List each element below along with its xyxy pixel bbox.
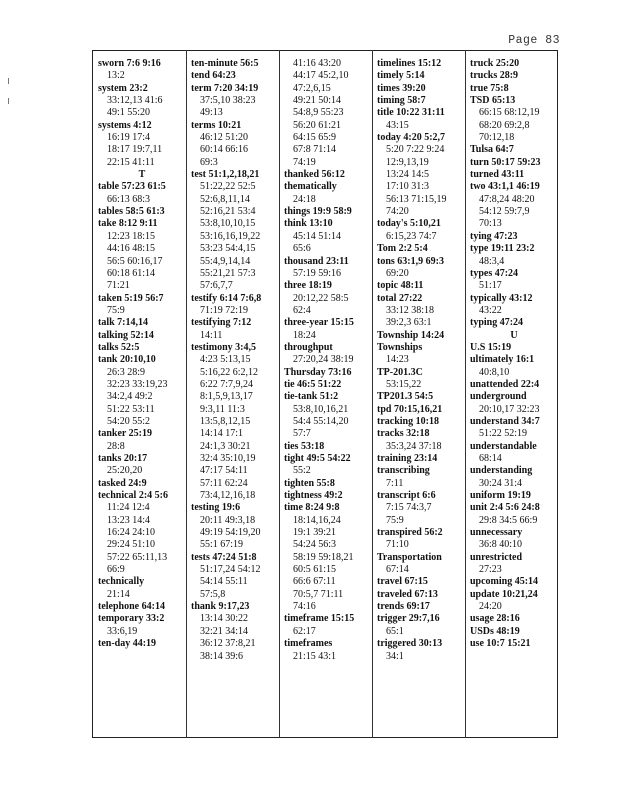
index-entry: tying 47:23 bbox=[470, 230, 518, 242]
index-entry-continuation: 66:13 68:3 bbox=[107, 193, 151, 205]
index-entry: terms 10:21 bbox=[191, 119, 242, 131]
index-entry: typing 47:24 bbox=[470, 317, 524, 329]
index-entry: tons 63:1,9 69:3 bbox=[377, 255, 444, 267]
index-entry-continuation: 9:3,11 11:3 bbox=[200, 403, 245, 415]
index-column-3 bbox=[284, 58, 372, 734]
index-entry: understanding bbox=[470, 465, 533, 477]
index-entry: technically bbox=[98, 576, 145, 588]
index-entry: tests 47:24 51:8 bbox=[191, 551, 257, 563]
index-entry-continuation: 49:19 54:19,20 bbox=[200, 527, 261, 539]
index-column-5 bbox=[470, 58, 558, 734]
index-entry-continuation: 33:12 38:18 bbox=[386, 304, 435, 316]
index-entry-continuation: 8:1,5,9,13,17 bbox=[200, 391, 253, 403]
index-entry-continuation: 13:2 bbox=[107, 70, 125, 82]
index-entry: three 18:19 bbox=[284, 280, 332, 292]
index-entry-continuation: 18:17 19:7,11 bbox=[107, 144, 163, 156]
index-entry-continuation: 53:16,16,19,22 bbox=[200, 230, 261, 242]
index-entry-continuation: 47:17 54:11 bbox=[200, 465, 248, 477]
index-entry-continuation: 47:8,24 48:20 bbox=[479, 193, 535, 205]
index-entry-continuation: 49:1 55:20 bbox=[107, 107, 151, 119]
index-entry: take 8:12 9:11 bbox=[98, 218, 158, 230]
index-entry: technical 2:4 5:6 bbox=[98, 490, 168, 502]
index-entry: tpd 70:15,16,21 bbox=[377, 403, 443, 415]
index-entry-continuation: 22:15 41:11 bbox=[107, 156, 155, 168]
index-entry-continuation: 16:19 17:4 bbox=[107, 132, 151, 144]
index-entry: timeframes bbox=[284, 638, 333, 650]
index-entry: understandable bbox=[470, 440, 537, 452]
index-entry-continuation: 71:21 bbox=[107, 280, 130, 292]
index-entry-continuation: 41:16 43:20 bbox=[293, 58, 342, 69]
index-entry: tie-tank 51:2 bbox=[284, 391, 339, 403]
index-entry: type 19:11 23:2 bbox=[470, 243, 535, 255]
index-entry-continuation: 69:20 bbox=[386, 267, 409, 279]
index-entry-continuation: 12:23 18:15 bbox=[107, 230, 156, 242]
index-entry-continuation: 36:8 40:10 bbox=[479, 539, 523, 551]
index-entry-continuation: 30:24 31:4 bbox=[479, 477, 523, 489]
index-entry: talks 52:5 bbox=[98, 341, 140, 353]
index-entry-continuation: 44:16 48:15 bbox=[107, 243, 156, 255]
index-entry: timely 5:14 bbox=[377, 70, 425, 82]
index-entry-continuation: 70:13 bbox=[479, 218, 502, 230]
index-entry-continuation: 13:24 14:5 bbox=[386, 169, 430, 181]
index-entry-continuation: 13:14 30:22 bbox=[200, 613, 249, 625]
index-entry-continuation: 20:10,17 32:23 bbox=[479, 403, 540, 415]
index-entry: time 8:24 9:8 bbox=[284, 502, 340, 514]
index-entry-continuation: 11:24 12:4 bbox=[107, 502, 150, 514]
index-entry: tanks 20:17 bbox=[98, 453, 148, 464]
index-entry: transcript 6:6 bbox=[377, 490, 436, 502]
index-entry: training 23:14 bbox=[377, 453, 438, 464]
index-entry: usage 28:16 bbox=[470, 613, 520, 625]
index-entry: sworn 7:6 9:16 bbox=[98, 58, 161, 69]
index-entry-continuation: 6:22 7:7,9,24 bbox=[200, 378, 254, 390]
index-entry-continuation: 54:14 55:11 bbox=[200, 576, 248, 588]
index-entry-continuation: 51:22 53:11 bbox=[107, 403, 155, 415]
margin-mark bbox=[8, 98, 13, 104]
index-entry-continuation: 57:7 bbox=[293, 428, 311, 440]
index-entry-continuation: 33:6,19 bbox=[107, 625, 138, 637]
index-entry-continuation: 55:4,9,14,14 bbox=[200, 255, 251, 267]
index-entry-continuation: 39:2,3 63:1 bbox=[386, 317, 432, 329]
index-entry-continuation: 71:10 bbox=[386, 539, 409, 551]
index-entry: TP201.3 54:5 bbox=[377, 391, 434, 403]
index-entry-continuation: 27:20,24 38:19 bbox=[293, 354, 354, 366]
index-entry: tie 46:5 51:22 bbox=[284, 378, 342, 390]
index-entry: telephone 64:14 bbox=[98, 601, 165, 613]
index-entry: throughput bbox=[284, 341, 333, 353]
index-entry-continuation: 19:1 39:21 bbox=[293, 527, 337, 539]
index-entry-continuation: 29:8 34:5 66:9 bbox=[479, 514, 538, 526]
index-entry-continuation: 45:14 51:14 bbox=[293, 230, 342, 242]
index-entry-continuation: 24:1,3 30:21 bbox=[200, 440, 251, 452]
index-entry-continuation: 46:12 51:20 bbox=[200, 132, 249, 144]
index-entry-continuation: 54:20 55:2 bbox=[107, 415, 151, 427]
index-entry: trigger 29:7,16 bbox=[377, 613, 440, 625]
index-entry-continuation: 75:9 bbox=[107, 304, 125, 316]
index-entry: total 27:22 bbox=[377, 292, 423, 304]
index-entry: things 19:9 58:9 bbox=[284, 206, 352, 218]
index-entry: typically 43:12 bbox=[470, 292, 533, 304]
index-entry: systems 4:12 bbox=[98, 119, 152, 131]
index-entry-continuation: 43:22 bbox=[479, 304, 502, 316]
index-entry: TSD 65:13 bbox=[470, 95, 516, 107]
index-entry: title 10:22 31:11 bbox=[377, 107, 445, 119]
index-entry: Townships bbox=[377, 341, 423, 353]
index-entry-continuation: 43:15 bbox=[386, 119, 409, 131]
index-entry-continuation: 26:3 28:9 bbox=[107, 366, 146, 378]
index-entry: understand 34:7 bbox=[470, 415, 540, 427]
index-entry-continuation: 53:8,10,16,21 bbox=[293, 403, 349, 415]
index-entry: unnecessary bbox=[470, 527, 523, 539]
index-entry-continuation: 69:3 bbox=[200, 156, 218, 168]
index-entry-continuation: 57:6,7,7 bbox=[200, 280, 233, 292]
index-entry: traveled 67:13 bbox=[377, 588, 438, 600]
index-entry: uniform 19:19 bbox=[470, 490, 531, 502]
index-entry: ten-day 44:19 bbox=[98, 638, 157, 650]
index-entry: testify 6:14 7:6,8 bbox=[191, 292, 262, 304]
index-entry: timeframe 15:15 bbox=[284, 613, 355, 625]
index-entry: tightness 49:2 bbox=[284, 490, 343, 502]
index-entry-continuation: 57:22 65:11,13 bbox=[107, 551, 168, 563]
index-entry: thank 9:17,23 bbox=[191, 601, 250, 613]
index-entry-continuation: 66:9 bbox=[107, 564, 125, 576]
index-entry: talk 7:14,14 bbox=[98, 317, 148, 329]
index-entry-continuation: 65:1 bbox=[386, 625, 404, 637]
index-entry-continuation: 65:6 bbox=[293, 243, 311, 255]
index-entry-continuation: 66:15 68:12,19 bbox=[479, 107, 540, 119]
index-entry-continuation: 57:11 62:24 bbox=[200, 477, 248, 489]
index-entry-continuation: 32:21 34:14 bbox=[200, 625, 249, 637]
index-entry: three-year 15:15 bbox=[284, 317, 354, 329]
index-entry-continuation: 21:14 bbox=[107, 588, 130, 600]
index-entry-continuation: 56:20 61:21 bbox=[293, 119, 342, 131]
column-divider bbox=[465, 50, 466, 738]
index-entry: Township 14:24 bbox=[377, 329, 445, 341]
index-entry: table 57:23 61:5 bbox=[98, 181, 166, 193]
index-entry-continuation: 55:1 67:19 bbox=[200, 539, 244, 551]
index-entry: times 39:20 bbox=[377, 82, 426, 94]
index-entry: ten-minute 56:5 bbox=[191, 58, 259, 69]
index-entry: tasked 24:9 bbox=[98, 477, 147, 489]
index-entry-continuation: 74:19 bbox=[293, 156, 316, 168]
index-entry: use 10:7 15:21 bbox=[470, 638, 531, 650]
index-entry: testimony 3:4,5 bbox=[191, 341, 256, 353]
index-entry-continuation: 34:2,4 49:2 bbox=[107, 391, 153, 403]
index-entry-continuation: 34:1 bbox=[386, 650, 404, 662]
index-entry-continuation: 58:19 59:18,21 bbox=[293, 551, 354, 563]
index-entry-continuation: 75:9 bbox=[386, 514, 404, 526]
index-entry: Thursday 73:16 bbox=[284, 366, 352, 378]
index-entry-continuation: 21:15 43:1 bbox=[293, 650, 337, 662]
index-entry-continuation: 55:21,21 57:3 bbox=[200, 267, 256, 279]
index-entry-continuation: 7:15 74:3,7 bbox=[386, 502, 432, 514]
index-entry: update 10:21,24 bbox=[470, 588, 538, 600]
index-entry: today 4:20 5:2,7 bbox=[377, 132, 446, 144]
index-entry-continuation: 24:18 bbox=[293, 193, 316, 205]
column-divider bbox=[279, 50, 280, 738]
index-entry-continuation: 54:4 55:14,20 bbox=[293, 415, 349, 427]
index-entry: taken 5:19 56:7 bbox=[98, 292, 164, 304]
section-letter: T bbox=[138, 169, 146, 181]
index-entry: turned 43:11 bbox=[470, 169, 525, 181]
index-entry-continuation: 35:3,24 37:18 bbox=[386, 440, 442, 452]
index-entry-continuation: 53:15,22 bbox=[386, 378, 422, 390]
index-entry: system 23:2 bbox=[98, 82, 148, 94]
index-entry: testing 19:6 bbox=[191, 502, 241, 514]
index-entry: Tulsa 64:7 bbox=[470, 144, 514, 156]
index-entry-continuation: 67:8 71:14 bbox=[293, 144, 337, 156]
index-entry-continuation: 51:17,24 54:12 bbox=[200, 564, 261, 576]
index-entry: upcoming 45:14 bbox=[470, 576, 539, 588]
index-entry-continuation: 70:5,7 71:11 bbox=[293, 588, 344, 600]
index-entry-continuation: 57:19 59:16 bbox=[293, 267, 342, 279]
index-entry: transcribing bbox=[377, 465, 430, 477]
index-entry: topic 48:11 bbox=[377, 280, 424, 292]
index-entry: two 43:1,1 46:19 bbox=[470, 181, 540, 193]
column-divider bbox=[186, 50, 187, 738]
index-entry-continuation: 44:17 45:2,10 bbox=[293, 70, 349, 82]
index-entry-continuation: 48:3,4 bbox=[479, 255, 505, 267]
index-entry-continuation: 17:10 31:3 bbox=[386, 181, 430, 193]
index-entry-continuation: 12:9,13,19 bbox=[386, 156, 429, 168]
index-entry-continuation: 14:14 17:1 bbox=[200, 428, 244, 440]
index-entry-continuation: 53:8,10,10,15 bbox=[200, 218, 256, 230]
index-entry: tend 64:23 bbox=[191, 70, 236, 82]
index-entry-continuation: 14:11 bbox=[200, 329, 223, 341]
index-entry: Tom 2:2 5:4 bbox=[377, 243, 428, 255]
index-entry-continuation: 14:23 bbox=[386, 354, 409, 366]
index-entry: underground bbox=[470, 391, 527, 403]
index-entry: thanked 56:12 bbox=[284, 169, 345, 181]
index-entry-continuation: 67:14 bbox=[386, 564, 409, 576]
index-entry-continuation: 68:20 69:2,8 bbox=[479, 119, 530, 131]
index-entry-continuation: 71:19 72:19 bbox=[200, 304, 249, 316]
index-entry: unit 2:4 5:6 24:8 bbox=[470, 502, 540, 514]
index-entry-continuation: 55:2 bbox=[293, 465, 311, 477]
index-entry: thematically bbox=[284, 181, 337, 193]
margin-mark bbox=[8, 78, 13, 84]
index-entry: unrestricted bbox=[470, 551, 523, 563]
index-entry: tanker 25:19 bbox=[98, 428, 152, 440]
index-entry-continuation: 4:23 5:13,15 bbox=[200, 354, 251, 366]
index-entry: types 47:24 bbox=[470, 267, 519, 279]
index-entry: term 7:20 34:19 bbox=[191, 82, 259, 94]
index-entry: ultimately 16:1 bbox=[470, 354, 535, 366]
index-entry-continuation: 16:24 24:10 bbox=[107, 527, 156, 539]
index-entry: timelines 15:12 bbox=[377, 58, 442, 69]
index-entry-continuation: 60:5 61:15 bbox=[293, 564, 337, 576]
index-entry: talking 52:14 bbox=[98, 329, 154, 341]
index-entry: tracking 10:18 bbox=[377, 415, 439, 427]
index-entry-continuation: 52:16,21 53:4 bbox=[200, 206, 256, 218]
index-entry: true 75:8 bbox=[470, 82, 509, 94]
index-entry-continuation: 13:5,8,12,15 bbox=[200, 415, 251, 427]
index-entry-continuation: 62:4 bbox=[293, 304, 311, 316]
section-letter: U bbox=[510, 329, 518, 341]
index-entry-continuation: 20:11 49:3,18 bbox=[200, 514, 256, 526]
index-entry-continuation: 54:24 56:3 bbox=[293, 539, 337, 551]
column-divider bbox=[372, 50, 373, 738]
index-entry-continuation: 18:14,16,24 bbox=[293, 514, 341, 526]
index-entry-continuation: 7:11 bbox=[386, 477, 404, 489]
index-entry: today's 5:10,21 bbox=[377, 218, 441, 230]
index-entry-continuation: 28:8 bbox=[107, 440, 125, 452]
index-entry-continuation: 37:5,10 38:23 bbox=[200, 95, 256, 107]
index-entry-continuation: 18:24 bbox=[293, 329, 316, 341]
index-entry: unattended 22:4 bbox=[470, 378, 540, 390]
index-entry: tight 49:5 54:22 bbox=[284, 453, 351, 464]
index-entry-continuation: 66:6 67:11 bbox=[293, 576, 336, 588]
index-entry-continuation: 6:15,23 74:7 bbox=[386, 230, 437, 242]
index-entry-continuation: 32:4 35:10,19 bbox=[200, 453, 256, 464]
page-number: Page 83 bbox=[508, 34, 560, 47]
index-entry-continuation: 54:12 59:7,9 bbox=[479, 206, 530, 218]
index-entry: testifying 7:12 bbox=[191, 317, 252, 329]
index-entry-continuation: 32:23 33:19,23 bbox=[107, 378, 168, 390]
index-entry-continuation: 74:16 bbox=[293, 601, 316, 613]
index-entry-continuation: 51:17 bbox=[479, 280, 502, 292]
index-entry-continuation: 52:6,8,11,14 bbox=[200, 193, 250, 205]
index-entry-continuation: 53:23 54:4,15 bbox=[200, 243, 256, 255]
index-entry: tighten 55:8 bbox=[284, 477, 335, 489]
index-entry: travel 67:15 bbox=[377, 576, 428, 588]
index-entry: tank 20:10,10 bbox=[98, 354, 156, 366]
index-entry-continuation: 49:13 bbox=[200, 107, 223, 119]
index-column-1 bbox=[98, 58, 186, 734]
index-entry: transpired 56:2 bbox=[377, 527, 443, 539]
index-entry-continuation: 5:16,22 6:2,12 bbox=[200, 366, 259, 378]
index-entry-continuation: 38:14 39:6 bbox=[200, 650, 244, 662]
index-entry-continuation: 51:22,22 52:5 bbox=[200, 181, 256, 193]
index-entry-continuation: 54:8,9 55:23 bbox=[293, 107, 344, 119]
index-entry-continuation: 73:4,12,16,18 bbox=[200, 490, 256, 502]
index-entry: ties 53:18 bbox=[284, 440, 325, 452]
index-entry-continuation: 20:12,22 58:5 bbox=[293, 292, 349, 304]
index-column-2 bbox=[191, 58, 279, 734]
index-entry-continuation: 25:20,20 bbox=[107, 465, 143, 477]
index-entry-continuation: 74:20 bbox=[386, 206, 409, 218]
index-entry: tracks 32:18 bbox=[377, 428, 430, 440]
index-entry: think 13:10 bbox=[284, 218, 333, 230]
index-entry: test 51:1,2,18,21 bbox=[191, 169, 260, 181]
index-entry-continuation: 13:23 14:4 bbox=[107, 514, 151, 526]
index-entry-continuation: 40:8,10 bbox=[479, 366, 510, 378]
index-entry-continuation: 47:2,6,15 bbox=[293, 82, 331, 94]
index-entry-continuation: 33:12,13 41:6 bbox=[107, 95, 163, 107]
index-entry-continuation: 70:12,18 bbox=[479, 132, 515, 144]
index-entry-continuation: 5:20 7:22 9:24 bbox=[386, 144, 445, 156]
index-entry-continuation: 57:5,8 bbox=[200, 588, 226, 600]
index-entry: thousand 23:11 bbox=[284, 255, 349, 267]
index-entry-continuation: 56:13 71:15,19 bbox=[386, 193, 447, 205]
index-entry: Transportation bbox=[377, 551, 442, 563]
index-column-4 bbox=[377, 58, 465, 734]
index-entry-continuation: 51:22 52:19 bbox=[479, 428, 528, 440]
index-entry: trends 69:17 bbox=[377, 601, 430, 613]
index-entry-continuation: 60:18 61:14 bbox=[107, 267, 156, 279]
index-entry-continuation: 56:5 60:16,17 bbox=[107, 255, 163, 267]
index-entry: temporary 33:2 bbox=[98, 613, 165, 625]
index-entry: timing 58:7 bbox=[377, 95, 426, 107]
index-entry-continuation: 64:15 65:9 bbox=[293, 132, 337, 144]
index-entry: U.S 15:19 bbox=[470, 341, 512, 353]
index-entry: TP-201.3C bbox=[377, 366, 423, 378]
index-entry-continuation: 49:21 50:14 bbox=[293, 95, 342, 107]
index-entry-continuation: 24:20 bbox=[479, 601, 502, 613]
index-entry-continuation: 29:24 51:10 bbox=[107, 539, 156, 551]
index-entry-continuation: 68:14 bbox=[479, 453, 502, 464]
index-entry-continuation: 27:23 bbox=[479, 564, 502, 576]
index-entry: triggered 30:13 bbox=[377, 638, 443, 650]
index-entry: USDs 48:19 bbox=[470, 625, 520, 637]
index-entry: tables 58:5 61:3 bbox=[98, 206, 165, 218]
index-entry-continuation: 36:12 37:8,21 bbox=[200, 638, 256, 650]
index-entry-continuation: 62:17 bbox=[293, 625, 316, 637]
index-entry: truck 25:20 bbox=[470, 58, 520, 69]
index-entry-continuation: 60:14 66:16 bbox=[200, 144, 249, 156]
index-entry: turn 50:17 59:23 bbox=[470, 156, 541, 168]
index-entry: trucks 28:9 bbox=[470, 70, 519, 82]
